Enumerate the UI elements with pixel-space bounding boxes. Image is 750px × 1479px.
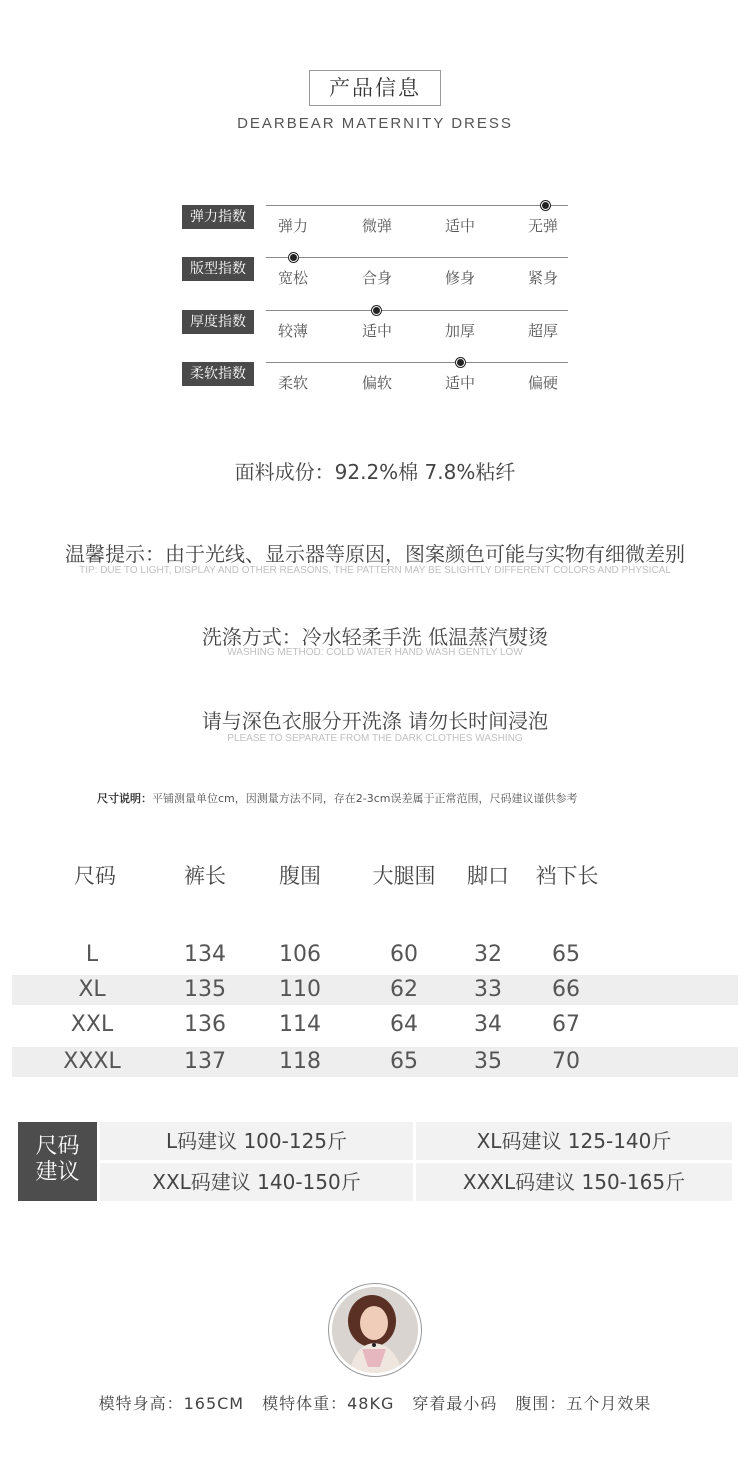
table-cell: 134 [184,942,226,967]
table-cell: 64 [390,1012,418,1037]
index-row-fit [182,257,582,297]
table-row [12,940,738,970]
tip-text-en: TIP: DUE TO LIGHT, DISPLAY AND OTHER REASONS, THE PATTERN MAY BE SLIGHTLY DIFFERENT COLORS AND PHYSICAL [79,565,671,576]
index-scale-line [266,257,568,258]
model-info [0,1391,750,1414]
recommendation-cell: XXL码建议 140-150斤 [100,1163,413,1201]
index-row-softness [182,362,582,402]
index-option: 修身 [444,269,475,287]
table-header: 裆下长 [535,864,599,888]
recommendation-cell: L码建议 100-125斤 [100,1122,413,1160]
index-row-elasticity [182,205,582,245]
table-header: 尺码 [74,864,116,888]
table-cell: 65 [552,942,580,967]
table-cell: 34 [474,1012,502,1037]
table-cell: XL [78,977,106,1002]
model-height: 模特身高：165CM [98,1394,245,1413]
index-option: 柔软 [277,374,308,392]
table-cell: 33 [474,977,502,1002]
table-row [12,1010,738,1040]
index-label: 版型指数 [182,257,254,281]
index-label: 厚度指数 [182,310,254,334]
table-cell: 60 [390,942,418,967]
wash-text-en: WASHING METHOD: COLD WATER HAND WASH GENTLY LOW [227,647,523,658]
separate-text: 请与深色衣服分开洗涤 请勿长时间浸泡 [201,709,549,733]
recommendation-label [18,1122,97,1201]
model-size: 穿着最小码 [412,1394,498,1413]
index-option: 较薄 [277,322,308,340]
index-marker-dot [289,253,298,262]
index-marker-dot [372,306,381,315]
table-cell: 32 [474,942,502,967]
model-photo [332,1287,418,1373]
table-row [12,1047,738,1077]
index-scale-line [266,362,568,363]
index-option: 无弹 [527,217,558,235]
table-cell: 65 [390,1049,418,1074]
index-label: 柔软指数 [182,362,254,386]
size-recommendation [18,1122,734,1202]
index-scale-line [266,310,568,311]
table-header: 大腿围 [372,864,436,888]
index-option: 超厚 [527,322,558,340]
index-option: 弹力 [277,217,308,235]
index-option: 紧身 [527,269,558,287]
index-option: 偏硬 [527,374,558,392]
index-option: 宽松 [277,269,308,287]
table-cell: 136 [184,1012,226,1037]
table-cell: 114 [279,1012,321,1037]
index-option: 适中 [444,374,475,392]
table-header: 脚口 [467,864,509,888]
table-cell: 110 [279,977,321,1002]
table-cell: 106 [279,942,321,967]
index-marker-dot [456,358,465,367]
recommendation-label-line2: 建议 [35,1160,80,1185]
page-subtitle: DEARBEAR MATERNITY DRESS [237,115,513,132]
table-cell: 62 [390,977,418,1002]
table-cell: 66 [552,977,580,1002]
model-weight: 模特体重：48KG [262,1394,395,1413]
size-note-label: 尺寸说明： [97,792,152,805]
table-cell: 118 [279,1049,321,1074]
model-belly: 腹围：五个月效果 [515,1394,652,1413]
tip-text: 温馨提示：由于光线、显示器等原因，图案颜色可能与实物有细微差别 [65,542,685,566]
index-label: 弹力指数 [182,205,254,229]
index-option: 合身 [361,269,392,287]
model-avatar [328,1283,422,1377]
size-note [97,790,578,806]
table-cell: 135 [184,977,226,1002]
fabric-composition: 面料成份：92.2%棉 7.8%粘纤 [234,460,516,484]
table-header: 裤长 [184,864,226,888]
index-option: 加厚 [444,322,475,340]
index-option: 适中 [361,322,392,340]
wash-text: 洗涤方式：冷水轻柔手洗 低温蒸汽熨烫 [201,625,549,649]
index-option: 偏软 [361,374,392,392]
recommendation-cell: XXXL码建议 150-165斤 [416,1163,732,1201]
page-title: 产品信息 [309,70,441,106]
index-marker-dot [541,201,550,210]
index-option: 适中 [444,217,475,235]
table-cell: 67 [552,1012,580,1037]
table-cell: XXL [70,1012,114,1037]
size-note-text: 平铺测量单位cm，因测量方法不同，存在2-3cm误差属于正常范围，尺码建议谨供参考 [152,792,578,805]
index-row-thickness [182,310,582,350]
index-option: 微弹 [361,217,392,235]
table-cell: 70 [552,1049,580,1074]
table-cell: 35 [474,1049,502,1074]
recommendation-label-line1: 尺码 [35,1134,80,1159]
table-row [12,975,738,1005]
recommendation-cell: XL码建议 125-140斤 [416,1122,732,1160]
index-scale-line [266,205,568,206]
table-cell: XXXL [63,1049,121,1074]
table-header: 腹围 [279,864,321,888]
table-cell: L [85,942,99,967]
table-cell: 137 [184,1049,226,1074]
separate-text-en: PLEASE TO SEPARATE FROM THE DARK CLOTHES WASHING [227,733,523,744]
